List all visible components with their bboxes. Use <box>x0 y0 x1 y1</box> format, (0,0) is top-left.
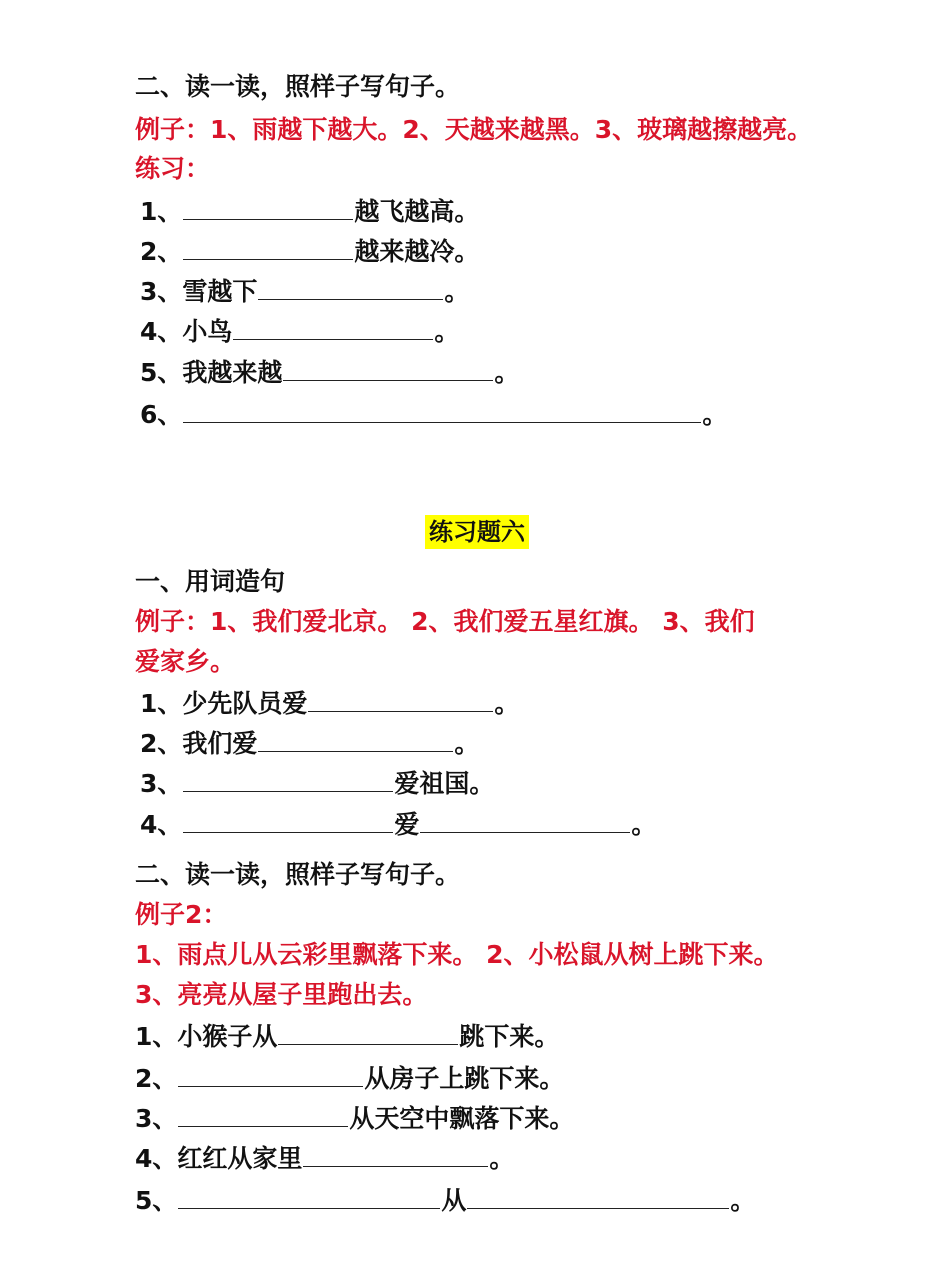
section2-heading: 一、用词造句 <box>135 567 286 596</box>
s3-item-2 <box>135 1060 564 1096</box>
item-prefix: 1、 <box>140 197 183 226</box>
answer-blank[interactable] <box>183 765 393 792</box>
item-suffix: 。 <box>631 810 657 839</box>
s2-item-4 <box>140 806 656 842</box>
s3-item-1 <box>135 1018 559 1054</box>
section2-example-line1: 例子：1、我们爱北京。 2、我们爱五星红旗。 3、我们 <box>135 607 755 636</box>
s3-item-3 <box>135 1100 574 1136</box>
item-suffix: 越飞越高。 <box>354 197 480 226</box>
s1-item-3 <box>140 273 469 309</box>
section1-heading: 二、读一读，照样子写句子。 <box>135 72 461 101</box>
answer-blank[interactable] <box>183 396 701 423</box>
item-middle: 爱 <box>394 810 420 839</box>
item-suffix: 。 <box>489 1144 515 1173</box>
item-prefix: 1、小猴子从 <box>135 1022 278 1051</box>
answer-blank[interactable] <box>183 233 353 260</box>
item-suffix: 从天空中飘落下来。 <box>349 1104 575 1133</box>
item-prefix: 3、 <box>140 769 183 798</box>
item-suffix: 。 <box>454 729 480 758</box>
answer-blank[interactable] <box>467 1182 729 1209</box>
answer-blank[interactable] <box>178 1060 363 1087</box>
answer-blank[interactable] <box>308 685 493 712</box>
item-middle: 从 <box>441 1186 467 1215</box>
answer-blank[interactable] <box>183 193 353 220</box>
s2-item-2 <box>140 725 479 761</box>
answer-blank[interactable] <box>233 313 433 340</box>
answer-blank[interactable] <box>183 806 393 833</box>
item-prefix: 2、我们爱 <box>140 729 258 758</box>
answer-blank[interactable] <box>283 354 493 381</box>
s1-item-5 <box>140 354 519 390</box>
s1-item-4 <box>140 313 459 349</box>
item-prefix: 3、 <box>135 1104 178 1133</box>
item-suffix: 。 <box>730 1186 756 1215</box>
section3-example-line1: 1、雨点儿从云彩里飘落下来。 2、小松鼠从树上跳下来。 <box>135 940 779 969</box>
item-prefix: 6、 <box>140 400 183 429</box>
exercise-title: 练习题六 <box>425 515 529 549</box>
section2-example-line2: 爱家乡。 <box>135 647 236 676</box>
item-suffix: 跳下来。 <box>459 1022 560 1051</box>
s3-item-4 <box>135 1140 514 1176</box>
item-suffix: 。 <box>494 689 520 718</box>
item-suffix: 从房子上跳下来。 <box>364 1064 565 1093</box>
item-prefix: 4、 <box>140 810 183 839</box>
item-suffix: 。 <box>444 277 470 306</box>
answer-blank[interactable] <box>278 1018 458 1045</box>
answer-blank[interactable] <box>420 806 630 833</box>
section1-example: 例子：1、雨越下越大。2、天越来越黑。3、玻璃越擦越亮。 <box>135 115 813 144</box>
section3-example-line2: 3、亮亮从屋子里跑出去。 <box>135 980 428 1009</box>
answer-blank[interactable] <box>178 1182 440 1209</box>
section3-example-label: 例子2： <box>135 900 228 929</box>
answer-blank[interactable] <box>258 273 443 300</box>
answer-blank[interactable] <box>258 725 453 752</box>
item-suffix: 爱祖国。 <box>394 769 495 798</box>
s1-item-2 <box>140 233 479 269</box>
item-prefix: 5、 <box>135 1186 178 1215</box>
item-prefix: 2、 <box>140 237 183 266</box>
item-prefix: 5、我越来越 <box>140 358 283 387</box>
answer-blank[interactable] <box>303 1140 488 1167</box>
s1-item-6 <box>140 396 727 432</box>
section1-practice-label: 练习： <box>135 154 211 183</box>
item-suffix: 越来越冷。 <box>354 237 480 266</box>
s3-item-5 <box>135 1182 755 1218</box>
answer-blank[interactable] <box>178 1100 348 1127</box>
s2-item-1 <box>140 685 519 721</box>
item-prefix: 2、 <box>135 1064 178 1093</box>
s1-item-1 <box>140 193 479 229</box>
section3-heading: 二、读一读，照样子写句子。 <box>135 860 461 889</box>
item-suffix: 。 <box>434 317 460 346</box>
item-suffix: 。 <box>702 400 728 429</box>
item-prefix: 1、少先队员爱 <box>140 689 308 718</box>
item-prefix: 3、雪越下 <box>140 277 258 306</box>
item-prefix: 4、小鸟 <box>140 317 233 346</box>
s2-item-3 <box>140 765 494 801</box>
item-suffix: 。 <box>494 358 520 387</box>
item-prefix: 4、红红从家里 <box>135 1144 303 1173</box>
